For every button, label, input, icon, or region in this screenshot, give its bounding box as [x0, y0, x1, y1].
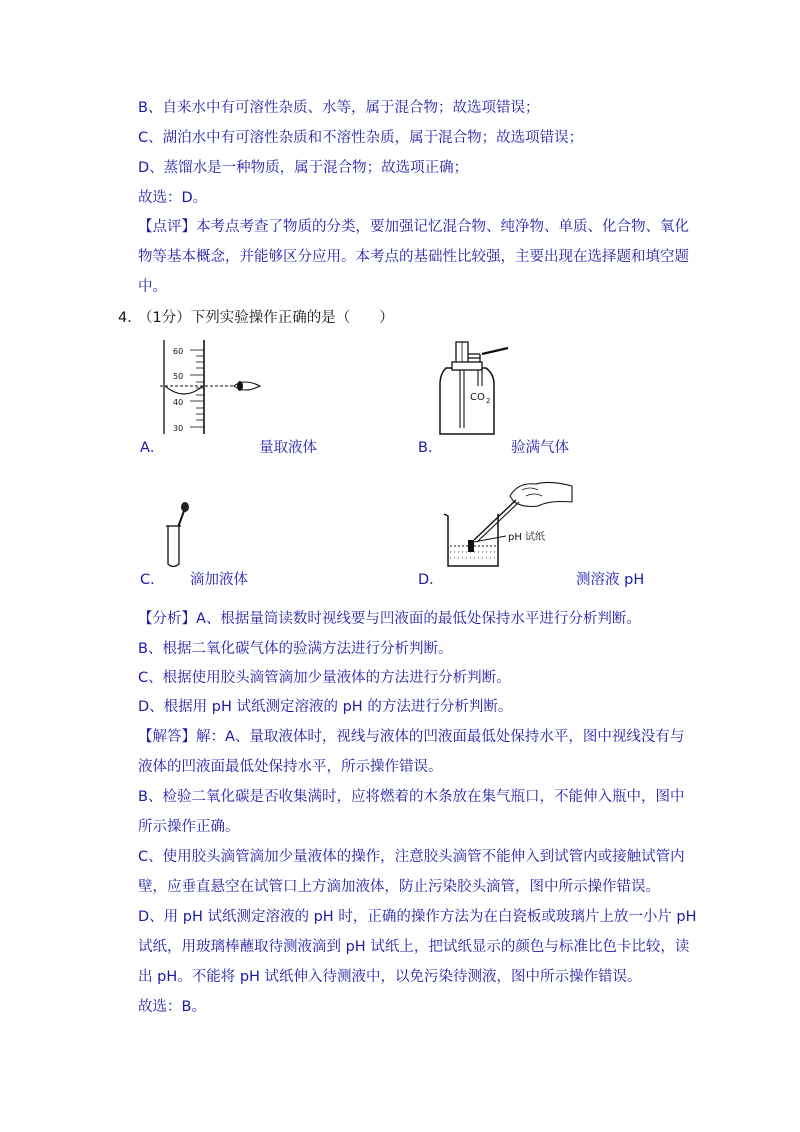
solution-line-1: 【解答】解：A、量取液体时，视线与液体的凹液面最低处保持水平，图中视线没有与 — [138, 729, 685, 745]
figure-d-ph-paper-beaker — [440, 478, 574, 570]
option-a-caption: 量取液体 — [259, 440, 317, 456]
option-c-caption: 滴加液体 — [190, 572, 248, 588]
prev-solution-line-b: B、自来水中有可溶性杂质、水等，属于混合物；故选项错误； — [138, 100, 540, 116]
co2-subscript: 2 — [486, 397, 491, 405]
option-b-caption: 验满气体 — [511, 440, 569, 456]
solution-line-9: 出 pH。不能将 pH 试纸伸入待测液中，以免污染待测液，图中所示操作错误。 — [138, 969, 642, 985]
cylinder-tick-40: 40 — [173, 398, 184, 407]
prev-solution-answer: 故选：D。 — [138, 190, 208, 206]
question-text: （1分）下列实验操作正确的是（ ） — [138, 310, 394, 326]
solution-line-4: 所示操作正确。 — [138, 819, 240, 835]
solution-line-5: C、使用胶头滴管滴加少量液体的操作，注意胶头滴管不能伸入到试管内或接触试管内 — [138, 849, 685, 865]
prev-comment-line-2: 物等基本概念，并能够区分应用。本考点的基础性比较强，主要出现在选择题和填空题 — [138, 249, 689, 265]
option-d-caption: 测溶液 pH — [576, 572, 645, 588]
ph-paper-label: pH 试纸 — [508, 532, 546, 543]
prev-comment-line-3: 中。 — [138, 279, 167, 295]
analysis-line-1: 【分析】A、根据量筒读数时视线要与凹液面的最低处保持水平进行分析判断。 — [138, 611, 641, 627]
prev-solution-line-d: D、蒸馏水是一种物质，属于混合物；故选项正确； — [138, 160, 469, 176]
analysis-line-4: D、根据用 pH 试纸测定溶液的 pH 的方法进行分析判断。 — [138, 699, 513, 715]
figure-c-dropper-test-tube — [160, 502, 194, 570]
option-a-letter: A． — [140, 440, 165, 456]
option-c-letter: C． — [140, 572, 165, 588]
solution-line-7: D、用 pH 试纸测定溶液的 pH 时，正确的操作方法为在白瓷板或玻璃片上放一小片 pH — [138, 909, 697, 925]
solution-answer: 故选：B。 — [138, 999, 206, 1015]
cylinder-tick-30: 30 — [173, 424, 184, 433]
solution-line-8: 试纸，用玻璃棒蘸取待测液滴到 pH 试纸上，把试纸显示的颜色与标准比色卡比较，读 — [138, 939, 690, 955]
option-b-letter: B． — [418, 440, 443, 456]
co2-label: CO — [470, 392, 485, 403]
figure-b-gas-bottle — [428, 338, 518, 440]
cylinder-tick-60: 60 — [173, 347, 184, 356]
analysis-line-2: B、根据二氧化碳气体的验满方法进行分析判断。 — [138, 641, 453, 657]
solution-line-6: 壁，应垂直悬空在试管口上方滴加液体，防止污染胶头滴管，图中所示操作错误。 — [138, 879, 660, 895]
solution-line-2: 液体的凹液面最低处保持水平，所示操作错误。 — [138, 759, 443, 775]
solution-line-3: B、检验二氧化碳是否收集满时，应将燃着的木条放在集气瓶口，不能伸入瓶中，图中 — [138, 789, 685, 805]
analysis-line-3: C、根据使用胶头滴管滴加少量液体的方法进行分析判断。 — [138, 670, 511, 686]
prev-comment-line-1: 【点评】本考点考查了物质的分类，要加强记忆混合物、纯净物、单质、化合物、氧化 — [138, 219, 689, 235]
figure-a-graduated-cylinder — [160, 340, 275, 436]
prev-solution-line-c: C、湖泊水中有可溶性杂质和不溶性杂质，属于混合物；故选项错误； — [138, 130, 584, 146]
cylinder-tick-50: 50 — [173, 372, 184, 381]
question-number: 4． — [118, 310, 142, 326]
option-d-letter: D． — [418, 572, 444, 588]
